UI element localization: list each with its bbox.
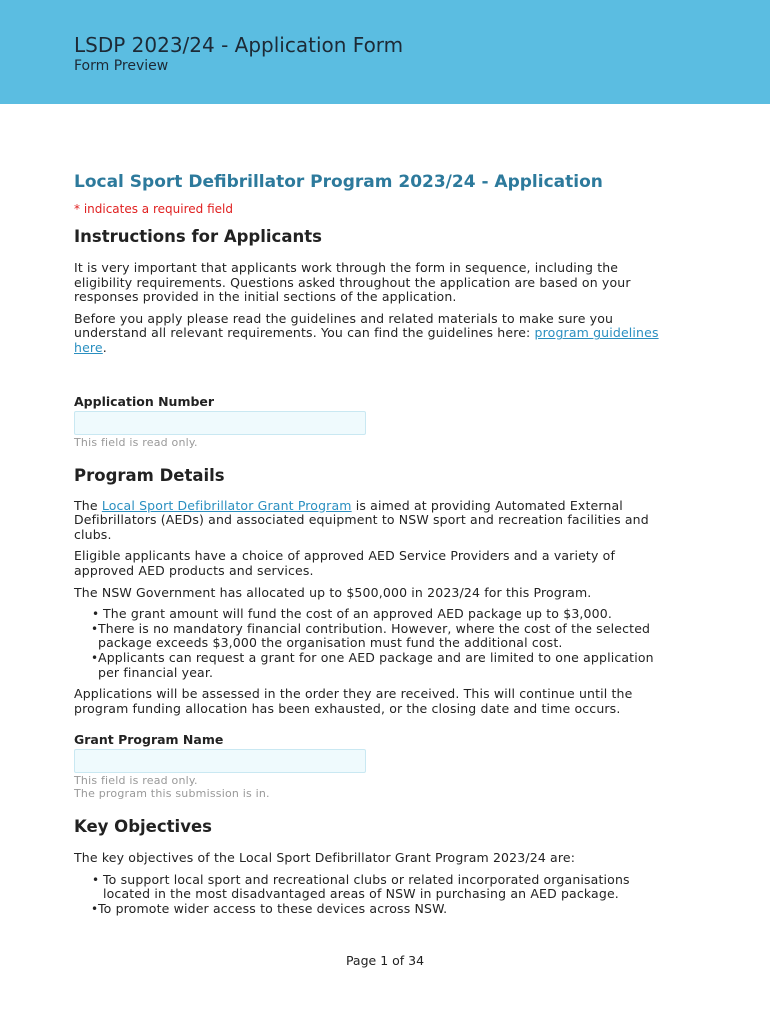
- instructions-paragraph-2-text: Before you apply please read the guidelines and related materials to make sure you understand all relevant requirements. You can find the guidelines here:: [74, 310, 614, 341]
- bullet-icon: •: [91, 621, 99, 636]
- grant-program-name-help: This field is read only.: [74, 774, 198, 788]
- key-objectives-list: [74, 873, 674, 917]
- list-item-text: There is no mandatory financial contribution. However, where the cost of the selected package exceeds $3,000 the organisation must fund the additional cost.: [98, 620, 651, 651]
- grant-program-name-label: Grant Program Name: [74, 732, 224, 748]
- application-number-label: Application Number: [74, 393, 215, 409]
- program-details-paragraph-1: [74, 499, 674, 543]
- key-objectives-intro: The key objectives of the Local Sport Defibrillator Grant Program 2023/24 are:: [74, 850, 576, 866]
- form-content: [74, 170, 674, 917]
- bullet-icon: •: [92, 607, 100, 622]
- program-details-paragraph-2: Eligible applicants have a choice of approved AED Service Providers and a variety of approved AED products and services.: [74, 548, 615, 578]
- list-item: [74, 607, 674, 622]
- application-number-field: [74, 394, 674, 449]
- list-item-text: The grant amount will fund the cost of an approved AED package up to $3,000.: [103, 606, 612, 622]
- program-guidelines-link[interactable]: program guidelines here: [74, 325, 659, 355]
- instructions-paragraph-2: [74, 312, 674, 356]
- key-objectives-heading: Key Objectives: [74, 817, 212, 837]
- grant-program-link[interactable]: Local Sport Defibrillator Grant Program: [101, 497, 352, 513]
- instructions-paragraph-2-end: .: [102, 339, 107, 355]
- program-details-paragraph-1-text: The: [74, 497, 102, 513]
- bullet-icon: •: [91, 902, 99, 917]
- page-subtitle: Form Preview: [74, 58, 169, 74]
- list-item: [74, 651, 674, 680]
- list-item: [74, 902, 674, 917]
- list-item-text: To promote wider access to these devices across NSW.: [98, 901, 448, 917]
- page-title: LSDP 2023/24 - Application Form: [74, 33, 404, 57]
- program-details-paragraph-4: Applications will be assessed in the order they are received. This will continue until the program funding allocation has been exhausted, or the closing date and time occurs.: [74, 686, 633, 716]
- application-number-help: This field is read only.: [74, 435, 198, 449]
- application-number-input[interactable]: [74, 411, 366, 435]
- instructions-heading: Instructions for Applicants: [74, 227, 322, 246]
- list-item: [74, 873, 674, 902]
- grant-program-name-field: [74, 732, 674, 800]
- list-item-text: Applicants can request a grant for one AED package and are limited to one application per financial year.: [98, 649, 654, 680]
- page-header: [0, 0, 770, 104]
- program-details-heading: Program Details: [74, 465, 225, 485]
- program-details-list: [74, 607, 674, 680]
- form-title: Local Sport Defibrillator Program 2023/24 - Application: [74, 172, 603, 192]
- bullet-icon: •: [91, 650, 99, 665]
- grant-program-name-description: The program this submission is in.: [74, 787, 270, 801]
- program-details-paragraph-1-rest: is aimed at providing Automated External Defibrillators (AEDs) and associated equipment to NSW sport and recreation facilities and clubs.: [74, 497, 649, 542]
- list-item-text: To support local sport and recreational clubs or related incorporated organisations located in the most disadvantaged areas of NSW in purchasing an AED package.: [103, 871, 630, 902]
- page-number: Page 1 of 34: [345, 953, 425, 968]
- grant-program-name-input[interactable]: [74, 749, 366, 773]
- instructions-paragraph-1: It is very important that applicants work through the form in sequence, including the eligibility requirements. Questions asked throughout the application are based on your responses provided in the initial sections of the application.: [74, 260, 631, 305]
- program-details-paragraph-3: The NSW Government has allocated up to $500,000 in 2023/24 for this Program.: [74, 584, 592, 600]
- list-item: [74, 622, 674, 651]
- required-field-note: * indicates a required field: [74, 202, 233, 216]
- bullet-icon: •: [92, 872, 100, 887]
